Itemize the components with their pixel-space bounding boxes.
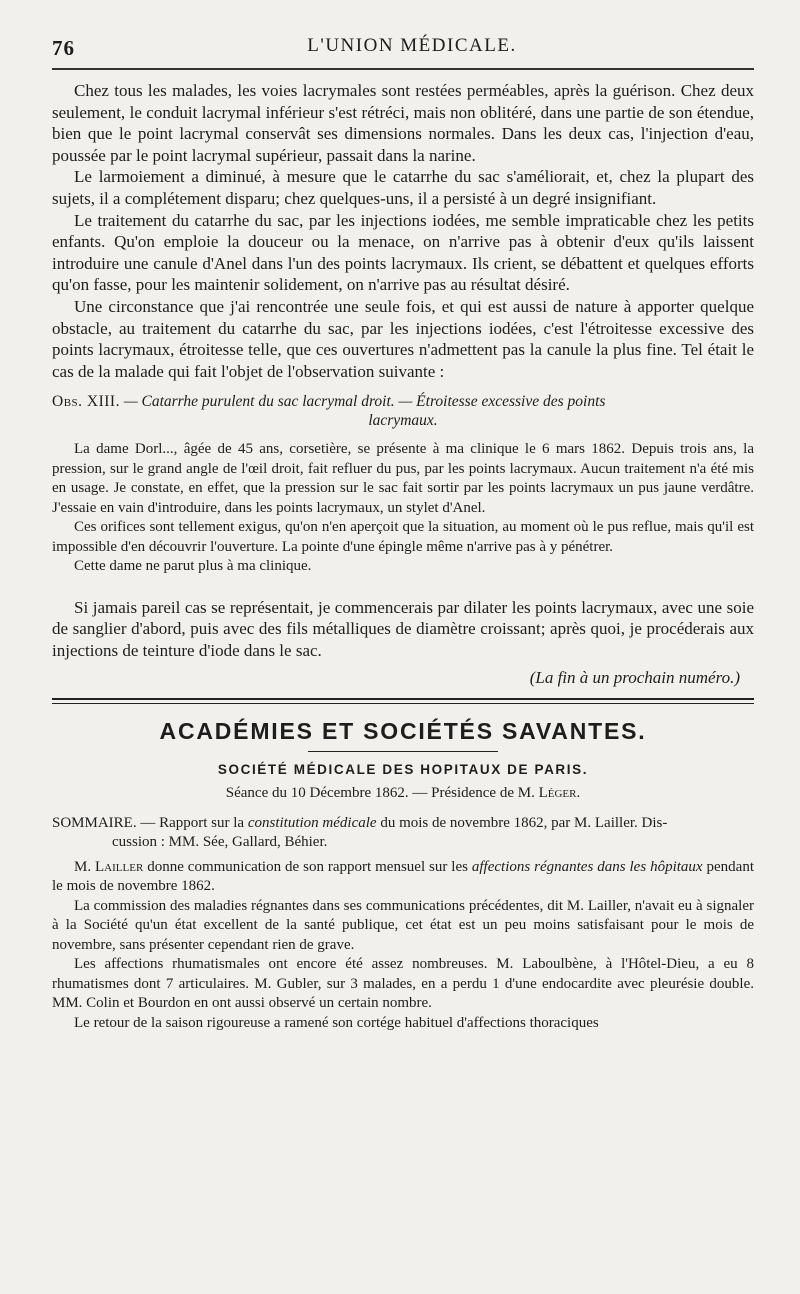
report-1-emphasis: affections régnantes dans les hôpitaux: [471, 858, 703, 875]
continuation-note: [52, 668, 754, 688]
summary-text-c: cussion : MM. Sée, Gallard, Béhier.: [112, 833, 328, 850]
session-president: Léger: [538, 784, 577, 801]
article-body: [52, 80, 754, 1033]
paragraph-1: Chez tous les malades, les voies lacrymales sont restées perméables, après la guérison. Chez deux seulement, le conduit lacrymal inférieur s'est rétréci, mais non oblitéré, dans une partie de son étendue, bien que le point lacrymal conservât ses dimensions normales. Dans les deux cas, l'injection d'eau, poussée par le point lacrymal supérieur, passait dans la narine.: [52, 81, 754, 165]
paragraph-3: Le traitement du catarrhe du sac, par les injections iodées, me semble impraticable chez les petits enfants. Qu'on emploie la douceur ou la menace, on n'arrive pas à obtenir d'eux qu'ils laissent introduire une canule d'Anel dans l'un des points lacrymaux. Ils crient, se débattent et quelques efforts qu'on fasse, pour les maintenir solidement, on n'arrive pas au résultat désiré.: [52, 210, 754, 295]
observation-text-2: Ces orifices sont tellement exigus, qu'on n'en aperçoit que la situation, au moment où le pus reflue, mais qu'il est impossible d'en découvrir l'ouverture. La pointe d'une épingle même n'arrive pas à y pénétrer.: [52, 519, 754, 555]
running-head: L'UNION MÉDICALE.: [307, 35, 517, 56]
section-title-rule: [308, 751, 498, 752]
summary-text-b: du mois de novembre 1862, par M. Lailler. Dis-: [376, 814, 668, 831]
paragraph-4: Une circonstance que j'ai rencontrée une seule fois, et qui est aussi de nature à apporter quelque obstacle, au traitement du catarrhe du sac, par les injections iodées, c'est l'étroitesse excessive des points lacrymaux, étroitesse telle, que ces ouvertures n'admettent pas la canule la plus fine. Tel était le cas de la malade qui fait l'objet de l'observation suivante :: [52, 296, 754, 381]
spacer: [52, 577, 754, 597]
report-paragraph-4: Le retour de la saison rigoureuse a ramené son cortége habituel d'affections thoraciques: [74, 1014, 599, 1031]
session-line: [52, 785, 754, 802]
observation-title-b: lacrymaux.: [368, 412, 438, 430]
report-1b: pendant le mois de novembre 1862.: [52, 858, 754, 895]
page-number: 76: [52, 36, 75, 60]
observation-text-3: Cette dame ne parut plus à ma clinique.: [74, 558, 312, 575]
society-title: SOCIÉTÉ MÉDICALE DES HOPITAUX DE PARIS.: [217, 761, 589, 777]
reporter-name: M. Lailler: [74, 858, 144, 875]
report-paragraph-3: Les affections rhumatismales ont encore été assez nombreuses. M. Laboulbène, à l'Hôtel-Dieu, a eu 8 rhumatismes dont 7 articulaires. M. Gubler, sur 3 malades, en a perdu 1 d'une endocardite avec pleurésie double. MM. Colin et Bourdon en ont aussi observé un certain nombre.: [52, 956, 754, 1012]
section-title: ACADÉMIES ET SOCIÉTÉS SAVANTES.: [159, 717, 647, 744]
summary-text-a: — Rapport sur la: [136, 814, 248, 831]
summary-label: SOMMAIRE.: [52, 814, 137, 831]
paragraph-2: Le larmoiement a diminué, à mesure que le catarrhe du sac s'améliorait, et, chez la plupart des sujets, il a complétement disparu; chez quelques-uns, il a persisté à un degré insignifiant.: [52, 167, 754, 208]
continuation-note-text: (La fin à un prochain numéro.): [529, 667, 740, 687]
session-end: .: [576, 784, 581, 801]
observation-label: Obs. XIII.: [52, 393, 120, 411]
session-text: Séance du 10 Décembre 1862. — Présidence de M.: [225, 784, 539, 801]
report-paragraph-2: La commission des maladies régnantes dans ses communications précédentes, dit M. Lailler, n'avait eu à signaler à la Société qu'un état excellent de la santé publique, cet état est un peu moins satisfaisant pour le mois de novembre, sans présenter cependant rien de grave.: [52, 897, 754, 953]
report-1a: donne communication de son rapport mensuel sur les: [143, 858, 472, 875]
observation-title-a: — Catarrhe purulent du sac lacrymal droit. — Étroitesse excessive des points: [119, 393, 606, 411]
paragraph-5: Si jamais pareil cas se représentait, je commencerais par dilater les points lacrymaux, avec une soie de sanglier d'abord, puis avec des fils métalliques de diamètre croissant; après quoi, je procéderais aux injections de teinture d'iode dans le sac.: [52, 597, 754, 660]
observation-title: [52, 392, 754, 430]
observation-text-1: La dame Dorl..., âgée de 45 ans, corsetière, se présente à ma clinique le 6 mars 1862. Depuis trois ans, la pression, sur le grand angle de l'œil droit, fait refluer du pus, par les points lacrymaux. Aucun traitement n'a été mis en usage. Je constate, en effet, que la pression sur le sac fait sortir par les points lacrymaux un pus jaune verdâtre. J'essaie en vain d'introduire, dans les points lacrymaux, un stylet d'Anel.: [52, 441, 754, 516]
summary: [52, 814, 754, 852]
report-paragraph-1: [52, 858, 754, 897]
section-divider: [52, 698, 754, 704]
summary-emphasis: constitution médicale: [247, 814, 377, 831]
header-rule: [52, 68, 754, 70]
page-header: [52, 30, 752, 70]
